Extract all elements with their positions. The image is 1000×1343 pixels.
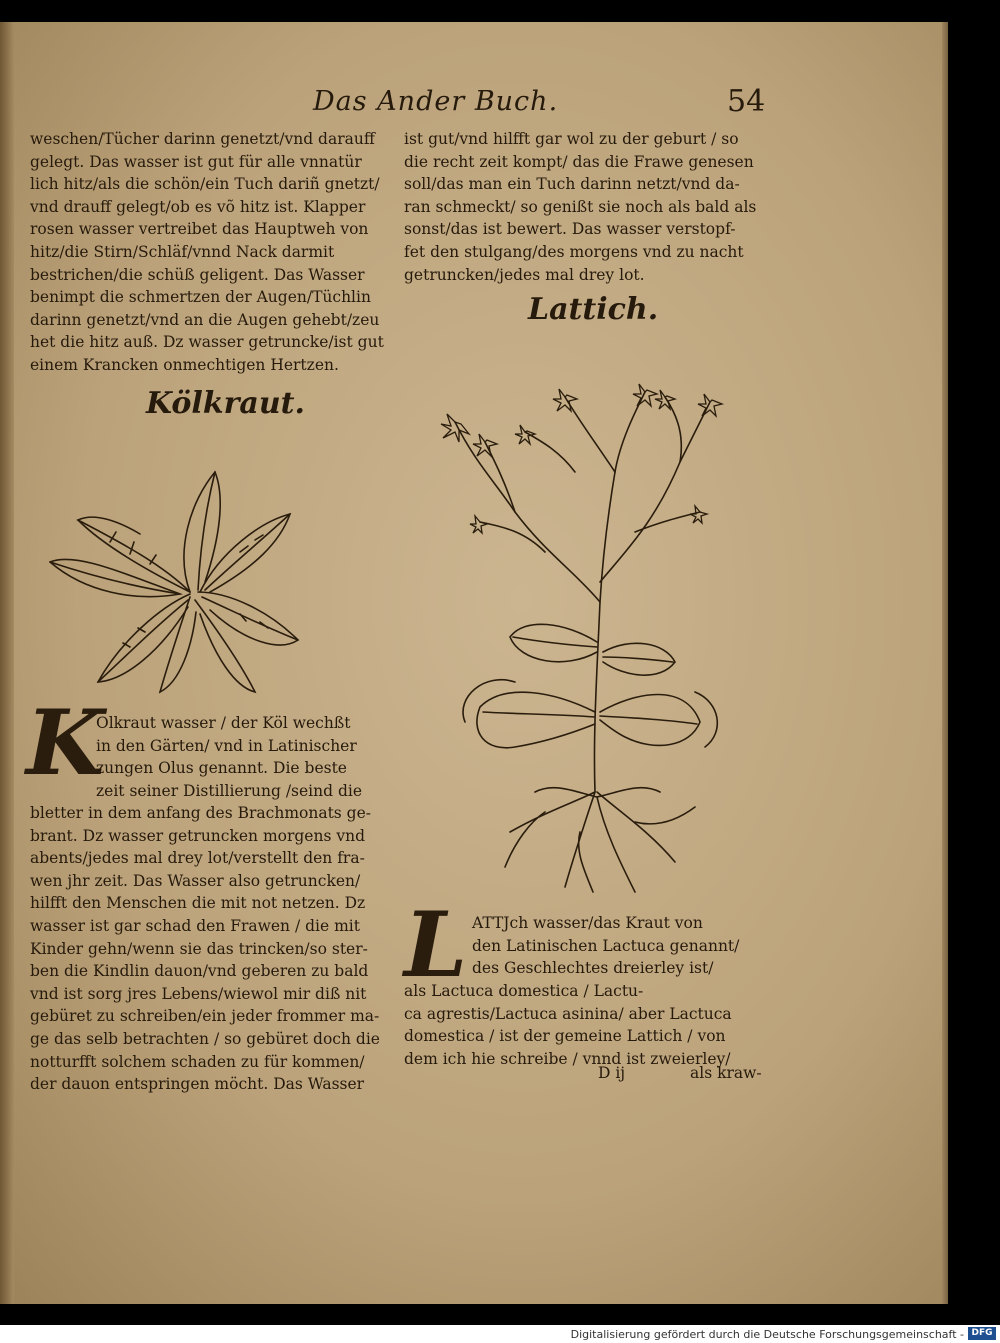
text-line: ge das selb betrachten / so gebüret doch die xyxy=(30,1029,380,1048)
footer-credit: Digitalisierung gefördert durch die Deutsche Forschungsgemeinschaft - xyxy=(570,1328,964,1341)
text-line: ran schmeckt/ so genißt sie noch als bald als xyxy=(404,197,757,216)
section-heading-koelkraut: Kölkraut. xyxy=(146,386,305,421)
decorated-initial-k: K xyxy=(26,690,105,796)
catchword: als kraw- xyxy=(690,1064,762,1082)
text-line: fet den stulgang/des morgens vnd zu nacht xyxy=(404,242,744,261)
text-line: hitz/die Stirn/Schläf/vnnd Nack darmit xyxy=(30,242,335,261)
text-line: gelegt. Das wasser ist gut für alle vnnatür xyxy=(30,152,362,171)
lettuce-woodcut xyxy=(425,352,725,897)
text-line: dem ich hie schreibe / vnnd ist zweierley/ xyxy=(404,1049,731,1068)
left-column-indented xyxy=(96,712,362,802)
right-column-indented xyxy=(472,912,739,980)
text-line: notturfft solchem schaden zu für kommen/ xyxy=(30,1052,365,1071)
text-line: den Latinischen Lactuca genannt/ xyxy=(472,936,740,955)
page-number: 54 xyxy=(727,84,766,119)
decorated-initial-l: L xyxy=(404,892,468,998)
running-header: Das Ander Buch. xyxy=(313,86,559,117)
right-column-bottom xyxy=(404,980,732,1070)
text-line: ATTJch wasser/das Kraut von xyxy=(472,914,703,932)
text-line: bestrichen/die schüß geligent. Das Wasser xyxy=(30,265,365,284)
text-line: gebüret zu schreiben/ein jeder frommer ma- xyxy=(30,1007,380,1026)
text-line: soll/das man ein Tuch darinn netzt/vnd da- xyxy=(404,175,740,194)
text-line: wasser ist gar schad den Frawen / die mit xyxy=(30,916,360,935)
text-line: darinn genetzt/vnd an die Augen gehebt/zeu xyxy=(30,310,380,329)
text-line: der dauon entspringen möcht. Das Wasser xyxy=(30,1075,365,1094)
left-column-top xyxy=(30,128,384,377)
text-line: ist gut/vnd hilfft gar wol zu der geburt / so xyxy=(404,130,739,148)
text-line: vnd drauff gelegt/ob es võ hitz ist. Klapper xyxy=(30,197,366,216)
text-line: hilfft den Menschen die mit not netzen. Dz xyxy=(30,894,366,913)
cabbage-woodcut xyxy=(40,442,310,707)
page-gutter-shadow xyxy=(0,22,14,1304)
text-line: rosen wasser vertreibet das Hauptweh von xyxy=(30,220,369,239)
signature-mark: D ij xyxy=(598,1064,626,1082)
book-page xyxy=(0,22,948,1304)
text-line: getruncken/jedes mal drey lot. xyxy=(404,265,645,284)
text-line: in den Gärten/ vnd in Latinischer xyxy=(96,736,357,755)
text-line: des Geschlechtes dreierley ist/ xyxy=(472,959,714,978)
page-right-edge xyxy=(942,22,948,1304)
text-line: als Lactuca domestica / Lactu- xyxy=(404,982,644,1000)
text-line: zeit seiner Distillierung /seind die xyxy=(96,781,363,800)
text-line: die recht zeit kompt/ das die Frawe genesen xyxy=(404,152,754,171)
right-column-top xyxy=(404,128,756,286)
text-line: lich hitz/als die schön/ein Tuch dariñ gnetzt/ xyxy=(30,175,380,194)
text-line: weschen/Tücher darinn genetzt/vnd darauff xyxy=(30,130,375,148)
left-column-bottom xyxy=(30,802,380,1096)
text-line: abents/jedes mal drey lot/verstellt den fra- xyxy=(30,849,365,868)
text-line: bletter in dem anfang des Brachmonats ge- xyxy=(30,804,372,822)
text-line: sonst/das ist bewert. Das wasser verstopf- xyxy=(404,220,736,239)
text-line: benimpt die schmertzen der Augen/Tüchlin xyxy=(30,288,371,307)
text-line: het die hitz auß. Dz wasser getruncke/ist gut xyxy=(30,333,384,352)
text-line: ben die Kindlin dauon/vnd geberen zu bald xyxy=(30,962,369,981)
text-line: zungen Olus genannt. Die beste xyxy=(96,759,347,778)
section-heading-lattich: Lattich. xyxy=(528,292,659,327)
text-line: wen jhr zeit. Das Wasser also getruncken/ xyxy=(30,871,361,890)
text-line: domestica / ist der gemeine Lattich / von xyxy=(404,1027,726,1046)
text-line: Olkraut wasser / der Köl wechßt xyxy=(96,714,351,732)
text-line: einem Krancken onmechtigen Hertzen. xyxy=(30,355,339,374)
text-line: brant. Dz wasser getruncken morgens vnd xyxy=(30,826,365,845)
text-line: ca agrestis/Lactuca asinina/ aber Lactuca xyxy=(404,1004,732,1023)
text-line: Kinder gehn/wenn sie das trincken/so ster- xyxy=(30,939,368,958)
text-line: vnd ist sorg jres Lebens/wiewol mir diß nit xyxy=(30,984,367,1003)
dfg-logo: DFG xyxy=(968,1327,996,1340)
